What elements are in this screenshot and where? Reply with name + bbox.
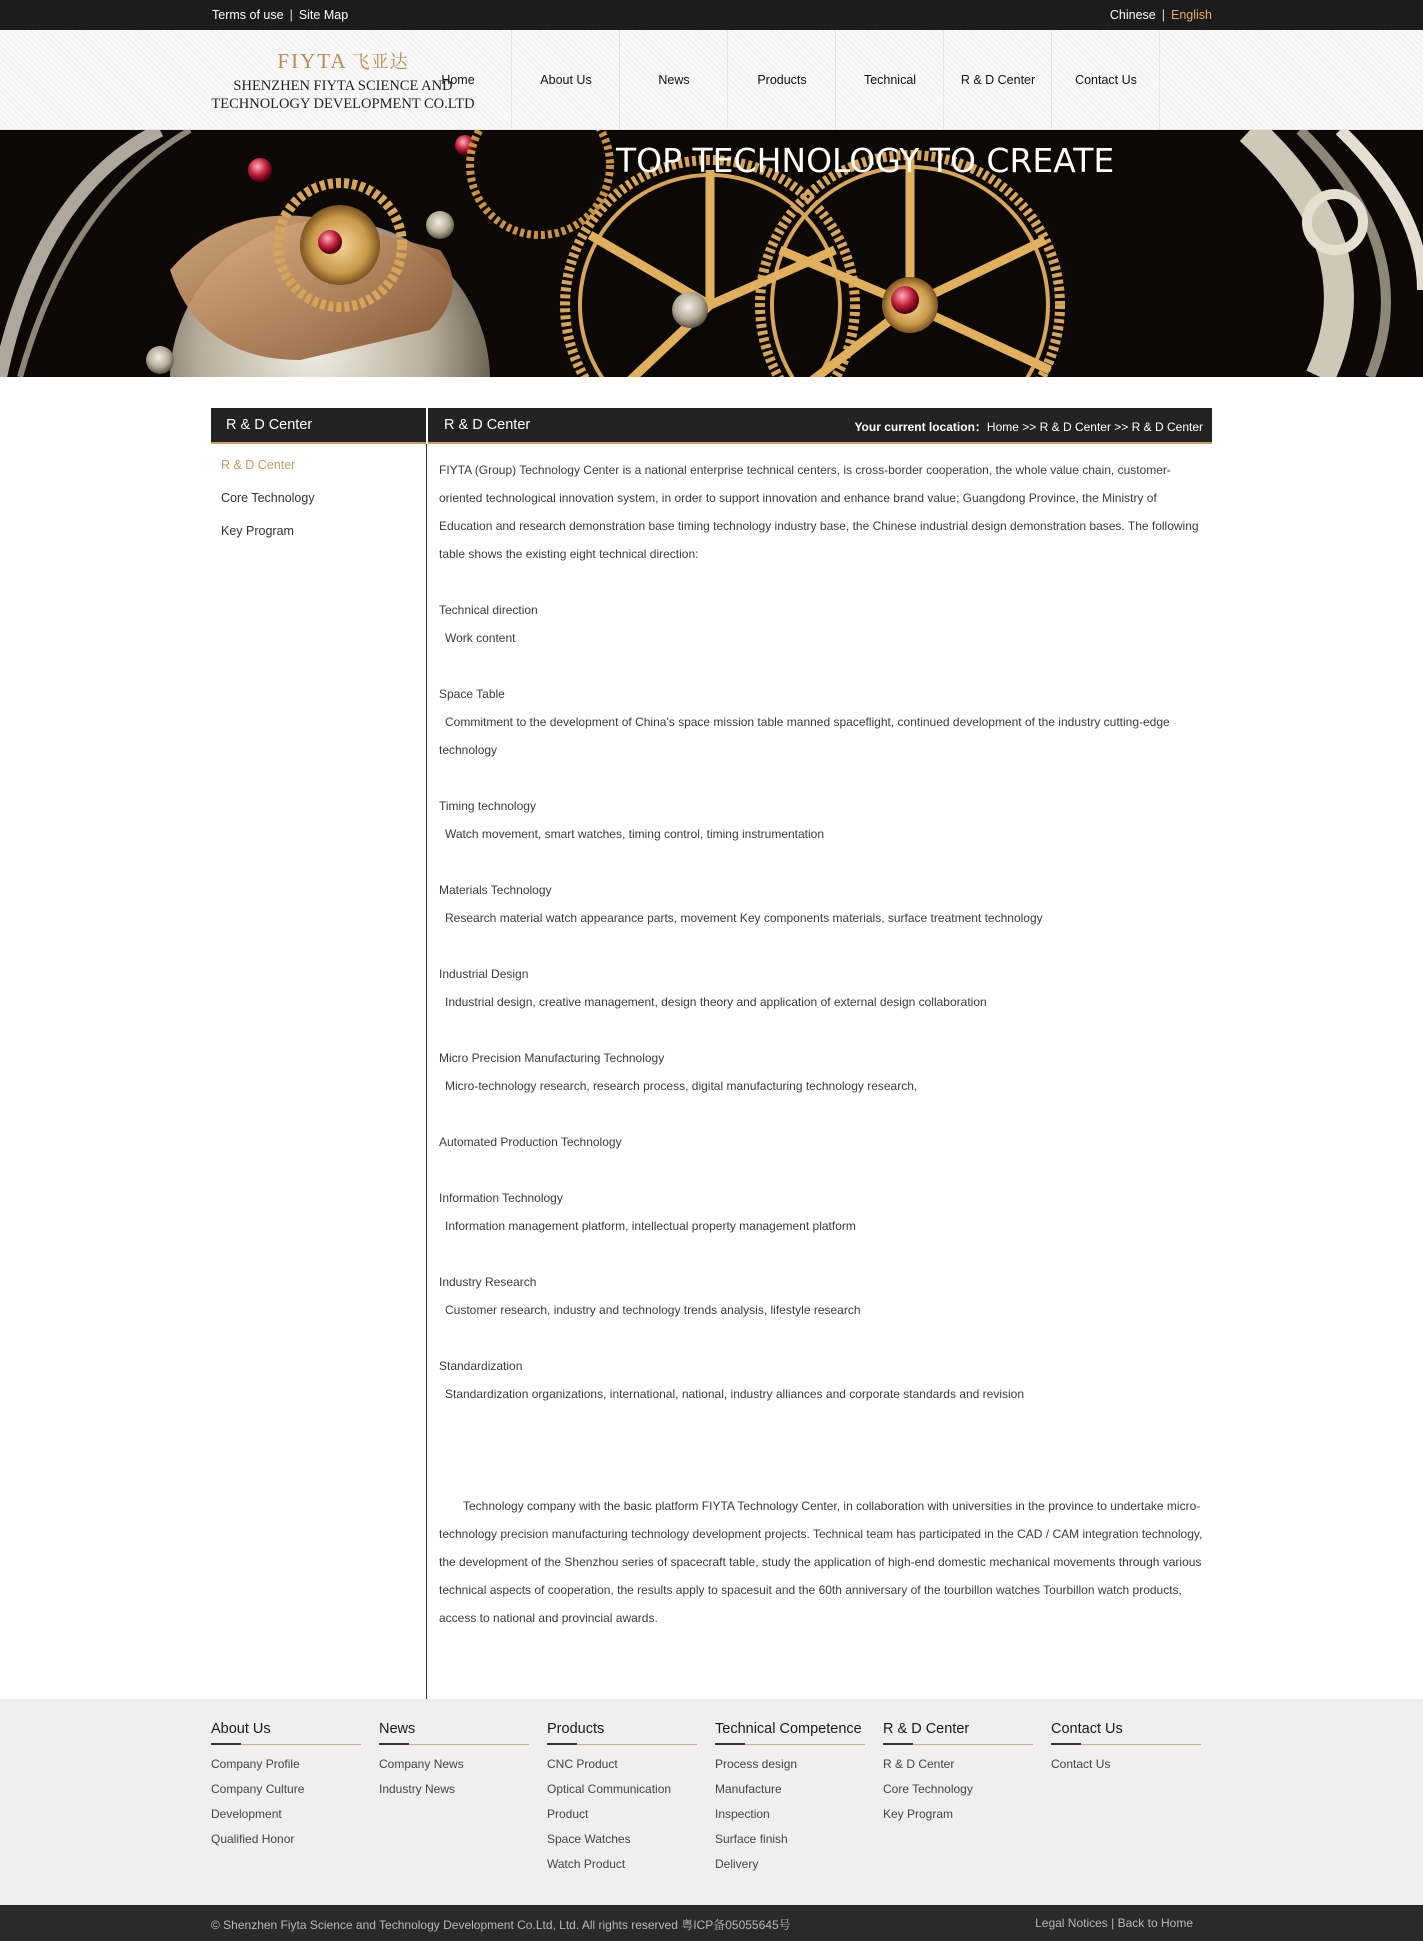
section-title: Industry Research (439, 1275, 537, 1289)
bottom-links (1035, 1916, 1193, 1930)
sitemap-link[interactable]: Site Map (298, 8, 349, 22)
bottom-separator: | (1111, 1916, 1115, 1930)
section-title: Information Technology (439, 1191, 563, 1205)
terms-link[interactable]: Terms of use (212, 8, 284, 22)
language-switcher (1110, 8, 1212, 22)
section-desc: Watch movement, smart watches, timing control, timing instrumentation (445, 827, 825, 841)
top-bar (0, 0, 1423, 30)
footer-link[interactable]: Qualified Honor (211, 1832, 295, 1846)
footer-link[interactable]: Company Profile (211, 1757, 300, 1771)
section-title: Automated Production Technology (439, 1135, 622, 1149)
footer-link[interactable]: Company News (379, 1757, 464, 1771)
section-title: Timing technology (439, 799, 536, 813)
logo-brand-en: FIYTA (277, 49, 348, 73)
top-left-links (212, 8, 348, 22)
content-title: R & D Center (444, 417, 531, 433)
section-desc: Information management platform, intellectual property management platform (445, 1219, 856, 1233)
footer-link[interactable]: Development (211, 1807, 282, 1821)
footer-heading: R & D Center (883, 1719, 1033, 1745)
section-desc: Micro-technology research, research process, digital manufacturing technology research, (445, 1079, 918, 1093)
article-body (439, 456, 1205, 1632)
logo-brand-cn: 飞亚达 (351, 52, 409, 72)
footer-column-contact (1051, 1719, 1201, 1777)
footer-link[interactable]: Key Program (883, 1807, 954, 1821)
content-divider (426, 444, 427, 1699)
section-desc: Industrial design, creative management, design theory and application of external design collaboration (445, 995, 987, 1009)
footer-heading: Products (547, 1719, 697, 1745)
footer-link[interactable]: Watch Product (547, 1857, 626, 1871)
breadcrumb (854, 418, 1203, 435)
nav-technical[interactable]: Technical (836, 30, 944, 130)
footer-column-about (211, 1719, 361, 1852)
nav-about-us[interactable]: About Us (512, 30, 620, 130)
nav-contact-us[interactable]: Contact Us (1052, 30, 1160, 130)
nav-rd-center[interactable]: R & D Center (944, 30, 1052, 130)
footer-link[interactable]: R & D Center (883, 1757, 955, 1771)
nav-news[interactable]: News (620, 30, 728, 130)
hero-banner (0, 130, 1423, 377)
footer-link[interactable]: Industry News (379, 1782, 456, 1796)
footer-link[interactable]: Inspection (715, 1807, 770, 1821)
footer-link[interactable]: Company Culture (211, 1782, 305, 1796)
sidebar-menu (221, 456, 315, 555)
sidebar-item-core-technology[interactable]: Core Technology (221, 491, 315, 505)
footer-link[interactable]: Optical Communication (547, 1782, 672, 1796)
section-desc: Work content (445, 631, 516, 645)
article-closing: Technology company with the basic platform FIYTA Technology Center, in collaboration with universities in the province to undertake micro-technology precision manufacturing technology development projects. Technical team has participated in the CAD / CAM integration technology, the development of the Shenzhou series of spacecraft table, study the application of high-end domestic mechanical movements through various technical aspects of cooperation, the results apply to spacesuit and the 60th anniversary of the tourbillon watches Tourbillon watch products, access to national and provincial awards. (439, 1499, 1203, 1625)
section-desc: Research material watch appearance parts, movement Key components materials, surface treatment technology (445, 911, 1043, 925)
footer-link[interactable]: CNC Product (547, 1757, 618, 1771)
banner-slogan: TOP TECHNOLOGY TO CREATE (616, 141, 1115, 180)
site-header (0, 30, 1423, 130)
copyright-bar (0, 1905, 1423, 1941)
section-title: Space Table (439, 687, 505, 701)
section-title: Technical direction (439, 603, 538, 617)
legal-notices-link[interactable]: Legal Notices (1035, 1916, 1108, 1930)
sidebar-title: R & D Center (211, 408, 426, 444)
sidebar-item-rd-center[interactable]: R & D Center (221, 458, 296, 472)
breadcrumb-path[interactable]: Home >> R & D Center >> R & D Center (986, 420, 1203, 434)
footer-column-news (379, 1719, 529, 1802)
footer-heading: Technical Competence (715, 1719, 865, 1745)
footer-link[interactable]: Surface finish (715, 1832, 788, 1846)
footer-heading: News (379, 1719, 529, 1745)
company-name-line2: TECHNOLOGY DEVELOPMENT CO.LTD (211, 96, 475, 112)
language-separator: | (1161, 8, 1165, 22)
company-name-line1: SHENZHEN FIYTA SCIENCE AND (233, 78, 453, 94)
nav-products[interactable]: Products (728, 30, 836, 130)
footer-link[interactable]: Manufacture (715, 1782, 782, 1796)
footer-link[interactable]: Process design (715, 1757, 798, 1771)
section-desc: Customer research, industry and technology trends analysis, lifestyle research (445, 1303, 861, 1317)
main-nav (441, 30, 1160, 130)
section-desc: Standardization organizations, international, national, industry alliances and corporate standards and revision (445, 1387, 1025, 1401)
section-title: Standardization (439, 1359, 523, 1373)
section-title: Materials Technology (439, 883, 552, 897)
article-intro: FIYTA (Group) Technology Center is a national enterprise technical centers, is cross-border cooperation, the whole value chain, customer-oriented technological innovation system, in order to support innovation and enhance brand value; Guangdong Province, the Ministry of Education and research demonstration base timing technology industry base, the Chinese industrial design demonstration bases. The following table shows the existing eight technical direction: (439, 463, 1199, 561)
nav-home[interactable]: Home (404, 30, 512, 130)
back-to-home-link[interactable]: Back to Home (1117, 1916, 1193, 1930)
sidebar-item-key-program[interactable]: Key Program (221, 524, 294, 538)
language-english[interactable]: English (1171, 8, 1212, 22)
footer-column-products (547, 1719, 697, 1877)
copyright-text: © Shenzhen Fiyta Science and Technology Development Co.Ltd, Ltd. All rights reserved 粤ICP备05055645号 (211, 1918, 791, 1932)
section-title: Industrial Design (439, 967, 529, 981)
footer-link[interactable]: Space Watches (547, 1832, 631, 1846)
footer-heading: Contact Us (1051, 1719, 1201, 1745)
breadcrumb-label: Your current location： (854, 420, 987, 434)
footer-column-rd-center (883, 1719, 1033, 1827)
section-desc: Commitment to the development of China's space mission table manned spaceflight, continued development of the industry cutting-edge technology (439, 715, 1170, 757)
content-header (428, 408, 1212, 444)
language-chinese[interactable]: Chinese (1109, 8, 1156, 22)
footer-link[interactable]: Delivery (715, 1857, 759, 1871)
footer-link[interactable]: Contact Us (1051, 1757, 1111, 1771)
footer-link[interactable]: Product (547, 1807, 589, 1821)
top-separator: | (289, 8, 293, 22)
footer-link[interactable]: Core Technology (883, 1782, 973, 1796)
section-title: Micro Precision Manufacturing Technology (439, 1051, 665, 1065)
footer-heading: About Us (211, 1719, 361, 1745)
footer-column-technical (715, 1719, 865, 1877)
